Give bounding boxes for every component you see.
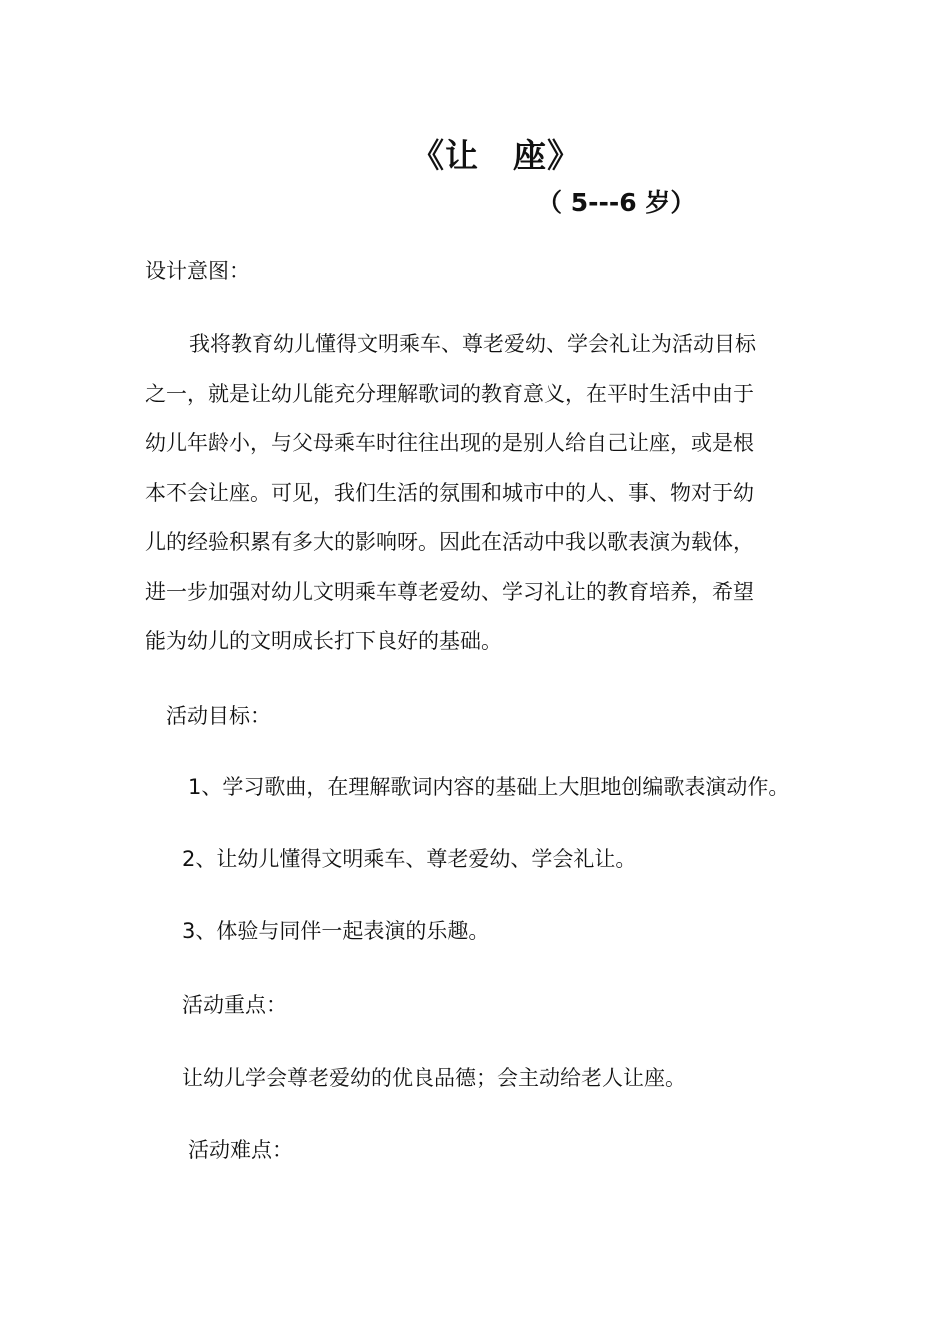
paragraph-line: 本不会让座。可见，我们生活的氛围和城市中的人、事、物对于幼 <box>145 480 754 505</box>
goal-item-2: 2、让幼儿懂得文明乘车、尊老爱幼、学会礼让。 <box>182 847 637 871</box>
goal-item-1: 1、学习歌曲，在理解歌词内容的基础上大胆地创编歌表演动作。 <box>188 775 790 799</box>
document-title: 《让 座》 <box>411 136 581 175</box>
paragraph-line: 之一，就是让幼儿能充分理解歌词的教育意义，在平时生活中由于 <box>145 381 754 406</box>
goal-item-3: 3、体验与同伴一起表演的乐趣。 <box>182 919 490 943</box>
design-intent-paragraph <box>145 331 805 678</box>
difficulty-heading: 活动难点： <box>188 1138 293 1162</box>
design-intent-heading: 设计意图： <box>145 259 250 283</box>
paragraph-line: 儿的经验积累有多大的影响呀。因此在活动中我以歌表演为载体， <box>145 530 754 554</box>
paragraph-line: 幼儿年龄小，与父母乘车时往往出现的是别人给自己让座，或是根 <box>145 431 754 455</box>
paragraph-line: 进一步加强对幼儿文明乘车尊老爱幼、学习礼让的教育培养，希望 <box>145 579 754 604</box>
key-point-text: 让幼儿学会尊老爱幼的优良品德；会主动给老人让座。 <box>182 1066 686 1090</box>
age-range-subtitle: （ 5---6 岁） <box>537 188 696 217</box>
key-point-heading: 活动重点： <box>182 993 287 1017</box>
goals-heading: 活动目标： <box>166 704 271 728</box>
paragraph-line: 我将教育幼儿懂得文明乘车、尊老爱幼、学会礼让为活动目标 <box>189 332 756 356</box>
paragraph-line: 能为幼儿的文明成长打下良好的基础。 <box>145 629 502 653</box>
